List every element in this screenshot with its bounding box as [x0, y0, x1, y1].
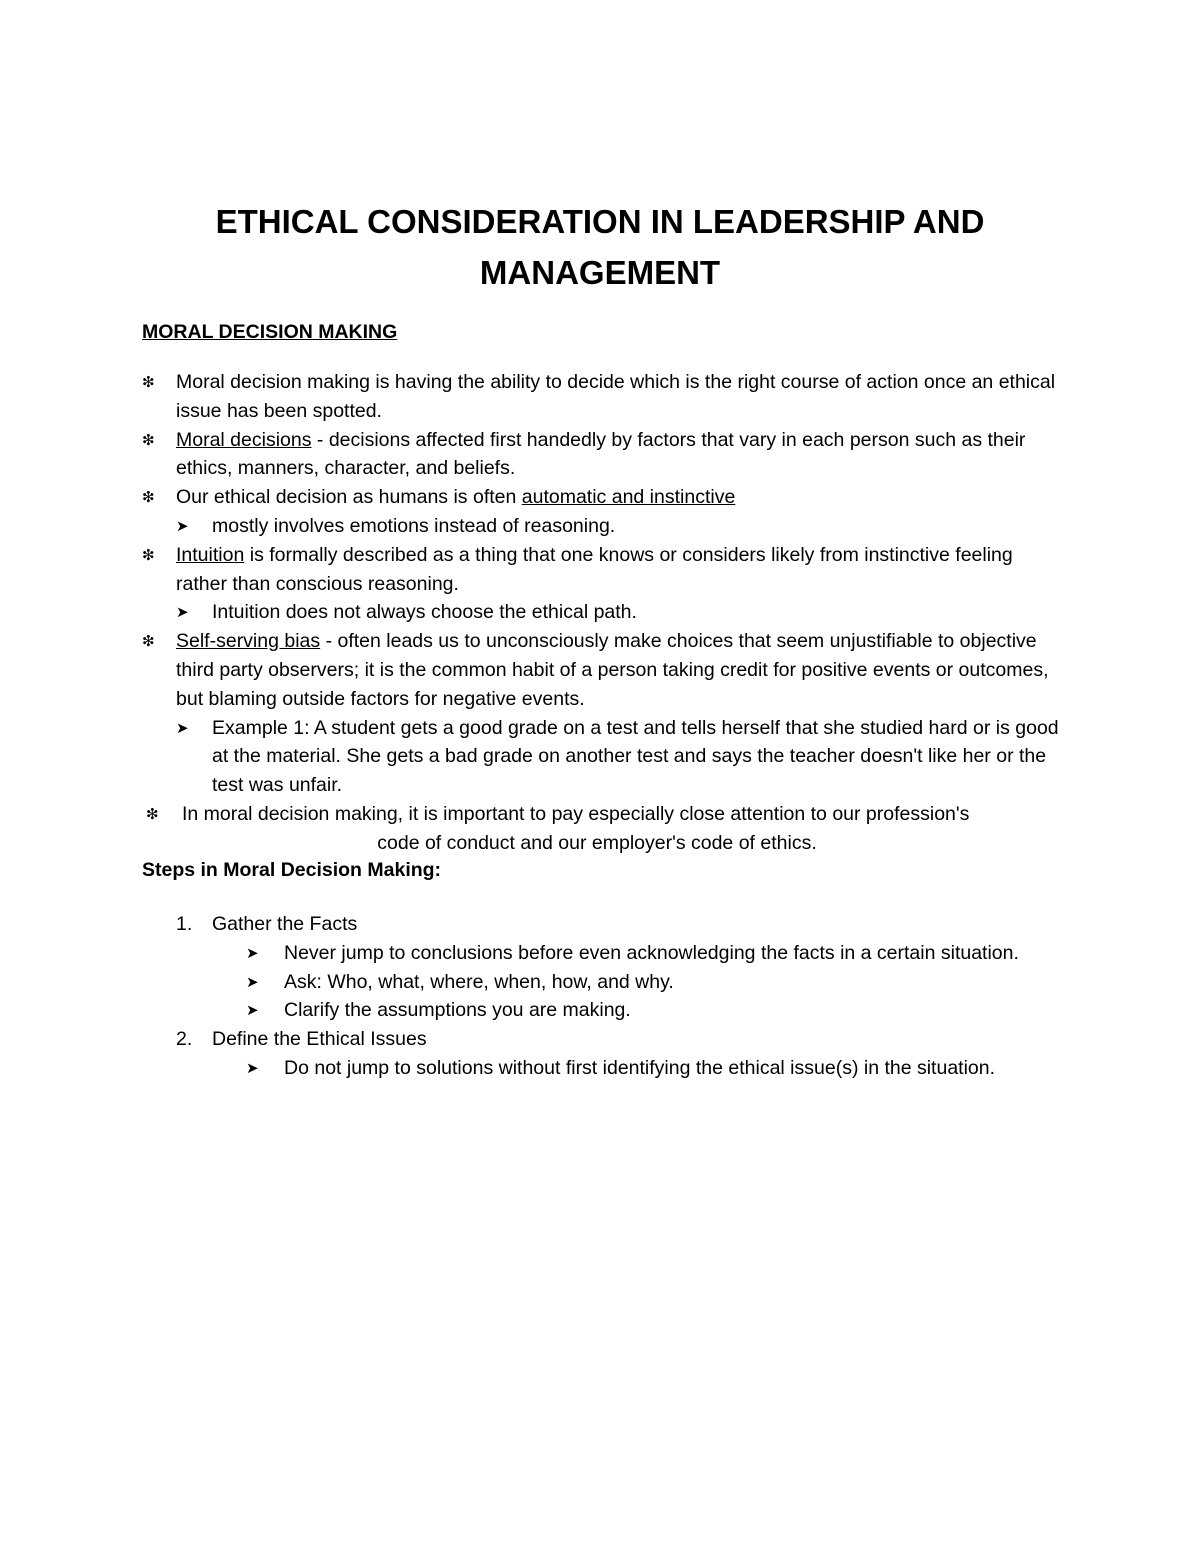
bullet-text: Moral decision making is having the ability to decide which is the right course of action once an ethical issue has been spotted.	[176, 371, 1056, 422]
bullet-text: - decisions affected first handedly by factors that vary in each person such as their ethics, manners, character, and beliefs.	[176, 428, 1026, 480]
four-diamond-bullet-icon: ❇	[142, 632, 155, 651]
four-diamond-bullet-icon: ❇	[142, 488, 155, 507]
steps-heading: Steps in Moral Decision Making:	[142, 859, 442, 881]
term-intuition: Intuition	[176, 543, 245, 566]
arrowhead-bullet-icon: ➤	[176, 718, 189, 737]
four-diamond-bullet-icon: ❇	[142, 430, 155, 449]
bullet-item	[142, 426, 1062, 484]
arrowhead-bullet-icon: ➤	[176, 516, 189, 535]
term-automatic-instinctive: automatic and instinctive	[521, 486, 736, 509]
term-self-serving-bias: Self-serving bias	[176, 630, 321, 653]
step-sub-item	[142, 939, 1062, 968]
arrowhead-bullet-icon: ➤	[246, 972, 259, 991]
bullet-text: Our ethical decision as humans is often	[176, 486, 522, 509]
sub-bullet-text: Example 1: A student gets a good grade on a test and tells herself that she studied hard or is good at the material. She gets a bad grade on another test and says the teacher doesn't like her or the test was unfair.	[212, 716, 1059, 797]
step-item	[142, 1025, 1062, 1054]
step-sub-item	[142, 968, 1062, 997]
term-moral-decisions: Moral decisions	[176, 428, 312, 451]
step-sub-item	[142, 1054, 1062, 1083]
sub-bullet-item	[142, 714, 1062, 800]
arrowhead-bullet-icon: ➤	[246, 1001, 259, 1020]
document-title	[0, 196, 1200, 298]
title-line-1: ETHICAL CONSIDERATION IN LEADERSHIP AND	[215, 203, 985, 240]
four-diamond-bullet-icon: ❇	[146, 804, 159, 823]
step-sub-text: Do not jump to solutions without first identifying the ethical issue(s) in the situation.	[284, 1056, 996, 1079]
step-label: Define the Ethical Issues	[212, 1028, 427, 1051]
sub-bullet-item	[142, 598, 1062, 627]
step-sub-text: Clarify the assumptions you are making.	[284, 999, 631, 1022]
step-label: Gather the Facts	[212, 913, 358, 935]
bullet-item	[142, 800, 1062, 858]
section-heading: MORAL DECISION MAKING	[142, 321, 398, 343]
sub-bullet-item	[142, 512, 1062, 541]
bullet-list	[142, 368, 1062, 858]
sub-bullet-text: Intuition does not always choose the ethical path.	[212, 601, 637, 624]
bullet-item	[142, 627, 1062, 713]
bullet-text-line-1: In moral decision making, it is important to pay especially close attention to our profession's	[182, 802, 970, 825]
bullet-item	[142, 483, 1062, 512]
arrowhead-bullet-icon: ➤	[246, 943, 259, 962]
bullet-text: is formally described as a thing that one knows or considers likely from instinctive feeling rather than conscious reasoning.	[176, 543, 1013, 595]
bullet-item	[142, 368, 1062, 426]
step-sub-text: Never jump to conclusions before even acknowledging the facts in a certain situation.	[284, 941, 1019, 964]
arrowhead-bullet-icon: ➤	[176, 603, 189, 622]
step-number: 2.	[176, 1028, 193, 1051]
bullet-text-line-2: code of conduct and our employer's code of ethics.	[377, 831, 817, 854]
four-diamond-bullet-icon: ❇	[142, 373, 155, 391]
four-diamond-bullet-icon: ❇	[142, 545, 155, 564]
bullet-item	[142, 541, 1062, 599]
bullet-text: - often leads us to unconsciously make choices that seem unjustifiable to objective third party observers; it is the common habit of a person taking credit for positive events or outcomes, but blaming outside factors for negative events.	[176, 630, 1049, 710]
step-number: 1.	[176, 913, 193, 935]
step-sub-text: Ask: Who, what, where, when, how, and why.	[284, 970, 674, 993]
sub-bullet-text: mostly involves emotions instead of reasoning.	[212, 514, 616, 537]
title-line-2: MANAGEMENT	[479, 254, 721, 291]
step-item	[142, 910, 1062, 939]
steps-list	[142, 910, 1062, 1083]
arrowhead-bullet-icon: ➤	[246, 1058, 259, 1077]
step-sub-item	[142, 996, 1062, 1025]
